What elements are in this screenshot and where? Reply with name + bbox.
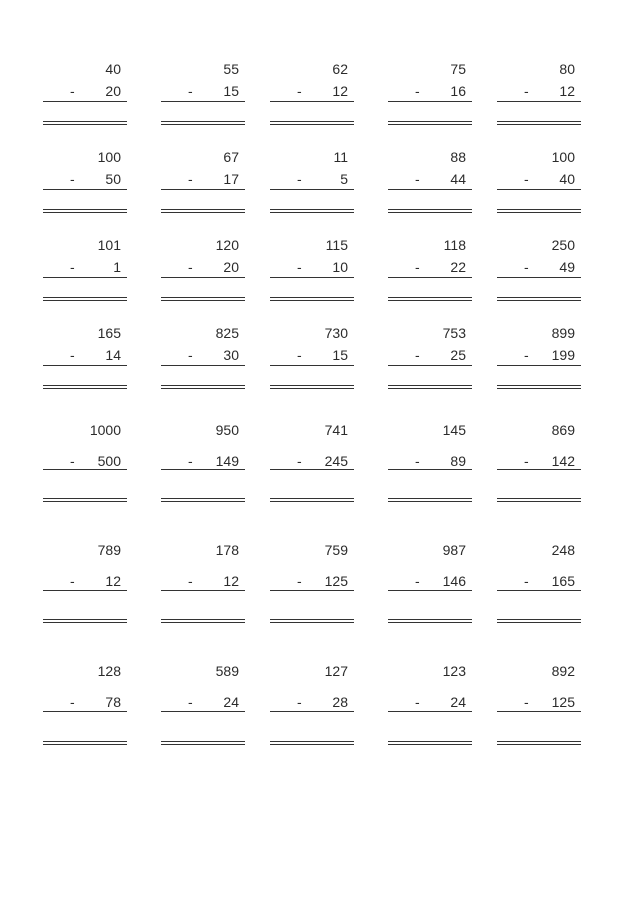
minuend: 120	[215, 237, 239, 253]
minus-sign: -	[188, 347, 193, 363]
minus-sign: -	[297, 83, 302, 99]
minus-sign: -	[70, 83, 75, 99]
answer-double-line	[388, 121, 472, 125]
subtrahend: 28	[332, 694, 348, 710]
minuend: 67	[223, 149, 239, 165]
problem-r2-c3	[270, 149, 354, 229]
answer-double-line	[497, 741, 581, 745]
problem-r2-c2	[161, 149, 245, 229]
minuend: 753	[442, 325, 466, 341]
minus-sign: -	[70, 694, 75, 710]
answer-double-line	[161, 297, 245, 301]
minuend: 825	[215, 325, 239, 341]
subtraction-line	[388, 469, 472, 470]
problem-r7-c1	[43, 663, 127, 743]
problem-r1-c2	[161, 61, 245, 141]
problem-r4-c5	[497, 325, 581, 405]
subtrahend: 30	[223, 347, 239, 363]
problem-r2-c5	[497, 149, 581, 229]
subtraction-line	[161, 101, 245, 102]
problem-r2-c4	[388, 149, 472, 229]
minus-sign: -	[524, 259, 529, 275]
minuend: 100	[551, 149, 575, 165]
minuend: 11	[333, 149, 348, 165]
answer-double-line	[497, 385, 581, 389]
answer-double-line	[270, 209, 354, 213]
answer-double-line	[270, 498, 354, 502]
subtraction-line	[497, 469, 581, 470]
answer-double-line	[43, 741, 127, 745]
answer-double-line	[497, 297, 581, 301]
subtraction-line	[497, 277, 581, 278]
problem-r4-c4	[388, 325, 472, 405]
minus-sign: -	[524, 347, 529, 363]
minuend: 987	[442, 542, 466, 558]
answer-double-line	[388, 385, 472, 389]
minuend: 741	[324, 422, 348, 438]
problem-r7-c4	[388, 663, 472, 743]
subtrahend: 5	[340, 171, 348, 187]
minus-sign: -	[524, 573, 529, 589]
problem-r3-c2	[161, 237, 245, 317]
subtrahend: 146	[442, 573, 466, 589]
subtrahend: 12	[223, 573, 239, 589]
minus-sign: -	[415, 694, 420, 710]
minus-sign: -	[415, 83, 420, 99]
minus-sign: -	[188, 694, 193, 710]
answer-double-line	[270, 121, 354, 125]
minus-sign: -	[297, 573, 302, 589]
subtraction-line	[161, 189, 245, 190]
answer-double-line	[388, 498, 472, 502]
problem-r3-c4	[388, 237, 472, 317]
minuend: 250	[551, 237, 575, 253]
answer-double-line	[388, 297, 472, 301]
problem-r3-c5	[497, 237, 581, 317]
answer-double-line	[388, 741, 472, 745]
minus-sign: -	[70, 347, 75, 363]
minuend: 759	[324, 542, 348, 558]
answer-double-line	[497, 619, 581, 623]
minus-sign: -	[297, 453, 302, 469]
minus-sign: -	[415, 347, 420, 363]
answer-double-line	[270, 619, 354, 623]
subtraction-line	[497, 365, 581, 366]
problem-r6-c5	[497, 542, 581, 622]
minuend: 75	[450, 61, 466, 77]
problem-r5-c4	[388, 422, 472, 502]
minuend: 145	[442, 422, 466, 438]
subtraction-line	[497, 590, 581, 591]
subtraction-line	[161, 277, 245, 278]
minuend: 55	[223, 61, 239, 77]
subtrahend: 24	[223, 694, 239, 710]
answer-double-line	[270, 385, 354, 389]
subtraction-line	[270, 711, 354, 712]
problem-r6-c3	[270, 542, 354, 622]
subtrahend: 20	[105, 83, 121, 99]
minus-sign: -	[188, 171, 193, 187]
minus-sign: -	[524, 453, 529, 469]
answer-double-line	[43, 498, 127, 502]
minus-sign: -	[70, 259, 75, 275]
problem-r2-c1	[43, 149, 127, 229]
minus-sign: -	[70, 171, 75, 187]
subtraction-line	[161, 365, 245, 366]
answer-double-line	[161, 385, 245, 389]
problem-r4-c3	[270, 325, 354, 405]
minus-sign: -	[70, 453, 75, 469]
subtraction-line	[43, 590, 127, 591]
subtraction-line	[497, 101, 581, 102]
minuend: 80	[559, 61, 575, 77]
minuend: 248	[551, 542, 575, 558]
subtrahend: 49	[559, 259, 575, 275]
minuend: 892	[551, 663, 575, 679]
subtrahend: 125	[551, 694, 575, 710]
subtrahend: 25	[450, 347, 466, 363]
answer-double-line	[497, 498, 581, 502]
subtraction-line	[270, 189, 354, 190]
subtraction-line	[161, 590, 245, 591]
answer-double-line	[497, 121, 581, 125]
answer-double-line	[161, 209, 245, 213]
problem-r1-c4	[388, 61, 472, 141]
minus-sign: -	[188, 83, 193, 99]
problem-r6-c1	[43, 542, 127, 622]
minus-sign: -	[524, 694, 529, 710]
answer-double-line	[43, 619, 127, 623]
minus-sign: -	[524, 171, 529, 187]
subtraction-line	[388, 590, 472, 591]
subtrahend: 12	[105, 573, 121, 589]
subtrahend: 125	[324, 573, 348, 589]
subtrahend: 12	[559, 83, 575, 99]
problem-r3-c1	[43, 237, 127, 317]
minus-sign: -	[415, 573, 420, 589]
problem-r7-c3	[270, 663, 354, 743]
minuend: 115	[325, 237, 348, 253]
minus-sign: -	[297, 259, 302, 275]
subtrahend: 10	[332, 259, 348, 275]
minuend: 589	[215, 663, 239, 679]
answer-double-line	[161, 498, 245, 502]
answer-double-line	[43, 209, 127, 213]
subtraction-line	[388, 101, 472, 102]
minuend: 730	[324, 325, 348, 341]
minuend: 899	[551, 325, 575, 341]
subtrahend: 24	[450, 694, 466, 710]
subtraction-line	[43, 365, 127, 366]
minuend: 100	[97, 149, 121, 165]
minus-sign: -	[188, 259, 193, 275]
subtraction-line	[270, 277, 354, 278]
problem-r7-c2	[161, 663, 245, 743]
minus-sign: -	[297, 171, 302, 187]
subtrahend: 78	[105, 694, 121, 710]
subtrahend: 15	[223, 83, 239, 99]
minus-sign: -	[188, 453, 193, 469]
minuend: 789	[97, 542, 121, 558]
minuend: 118	[443, 237, 466, 253]
answer-double-line	[270, 741, 354, 745]
minus-sign: -	[70, 573, 75, 589]
minuend: 178	[215, 542, 239, 558]
subtrahend: 15	[332, 347, 348, 363]
problem-r4-c1	[43, 325, 127, 405]
answer-double-line	[388, 209, 472, 213]
subtraction-line	[270, 365, 354, 366]
subtraction-line	[270, 469, 354, 470]
subtrahend: 89	[450, 453, 466, 469]
subtrahend: 50	[105, 171, 121, 187]
problem-r4-c2	[161, 325, 245, 405]
minus-sign: -	[188, 573, 193, 589]
minuend: 62	[332, 61, 348, 77]
subtrahend: 245	[324, 453, 348, 469]
problem-r5-c5	[497, 422, 581, 502]
subtrahend: 14	[105, 347, 121, 363]
minuend: 165	[97, 325, 121, 341]
answer-double-line	[43, 121, 127, 125]
problem-r5-c1	[43, 422, 127, 502]
minuend: 950	[215, 422, 239, 438]
subtraction-line	[388, 189, 472, 190]
minus-sign: -	[415, 259, 420, 275]
answer-double-line	[161, 741, 245, 745]
subtraction-line	[388, 711, 472, 712]
subtrahend: 500	[97, 453, 121, 469]
minuend: 128	[97, 663, 121, 679]
subtraction-line	[43, 101, 127, 102]
problem-r1-c5	[497, 61, 581, 141]
minuend: 123	[442, 663, 466, 679]
subtraction-line	[43, 469, 127, 470]
problem-r6-c2	[161, 542, 245, 622]
problem-r1-c3	[270, 61, 354, 141]
subtrahend: 40	[559, 171, 575, 187]
subtrahend: 16	[450, 83, 466, 99]
problem-r3-c3	[270, 237, 354, 317]
answer-double-line	[388, 619, 472, 623]
subtraction-line	[43, 711, 127, 712]
minuend: 101	[97, 237, 121, 253]
subtraction-line	[161, 711, 245, 712]
subtraction-line	[388, 277, 472, 278]
problem-r6-c4	[388, 542, 472, 622]
subtrahend: 149	[215, 453, 239, 469]
subtrahend: 20	[223, 259, 239, 275]
answer-double-line	[161, 619, 245, 623]
minus-sign: -	[415, 453, 420, 469]
minuend: 127	[324, 663, 348, 679]
subtraction-line	[388, 365, 472, 366]
problem-r5-c3	[270, 422, 354, 502]
subtraction-line	[161, 469, 245, 470]
subtrahend: 44	[450, 171, 466, 187]
subtraction-line	[270, 101, 354, 102]
subtraction-line	[43, 189, 127, 190]
subtrahend: 1	[113, 259, 121, 275]
subtraction-line	[43, 277, 127, 278]
answer-double-line	[43, 297, 127, 301]
answer-double-line	[497, 209, 581, 213]
minus-sign: -	[415, 171, 420, 187]
subtrahend: 17	[223, 171, 239, 187]
subtrahend: 199	[551, 347, 575, 363]
answer-double-line	[161, 121, 245, 125]
subtraction-line	[497, 189, 581, 190]
subtrahend: 22	[450, 259, 466, 275]
problem-r1-c1	[43, 61, 127, 141]
subtrahend: 142	[551, 453, 575, 469]
minuend: 869	[551, 422, 575, 438]
minus-sign: -	[297, 694, 302, 710]
minuend: 88	[450, 149, 466, 165]
subtrahend: 165	[551, 573, 575, 589]
subtrahend: 12	[332, 83, 348, 99]
problem-r7-c5	[497, 663, 581, 743]
minus-sign: -	[524, 83, 529, 99]
answer-double-line	[43, 385, 127, 389]
minus-sign: -	[297, 347, 302, 363]
answer-double-line	[270, 297, 354, 301]
problem-r5-c2	[161, 422, 245, 502]
subtraction-line	[270, 590, 354, 591]
subtraction-line	[497, 711, 581, 712]
minuend: 40	[105, 61, 121, 77]
minuend: 1000	[89, 422, 121, 438]
